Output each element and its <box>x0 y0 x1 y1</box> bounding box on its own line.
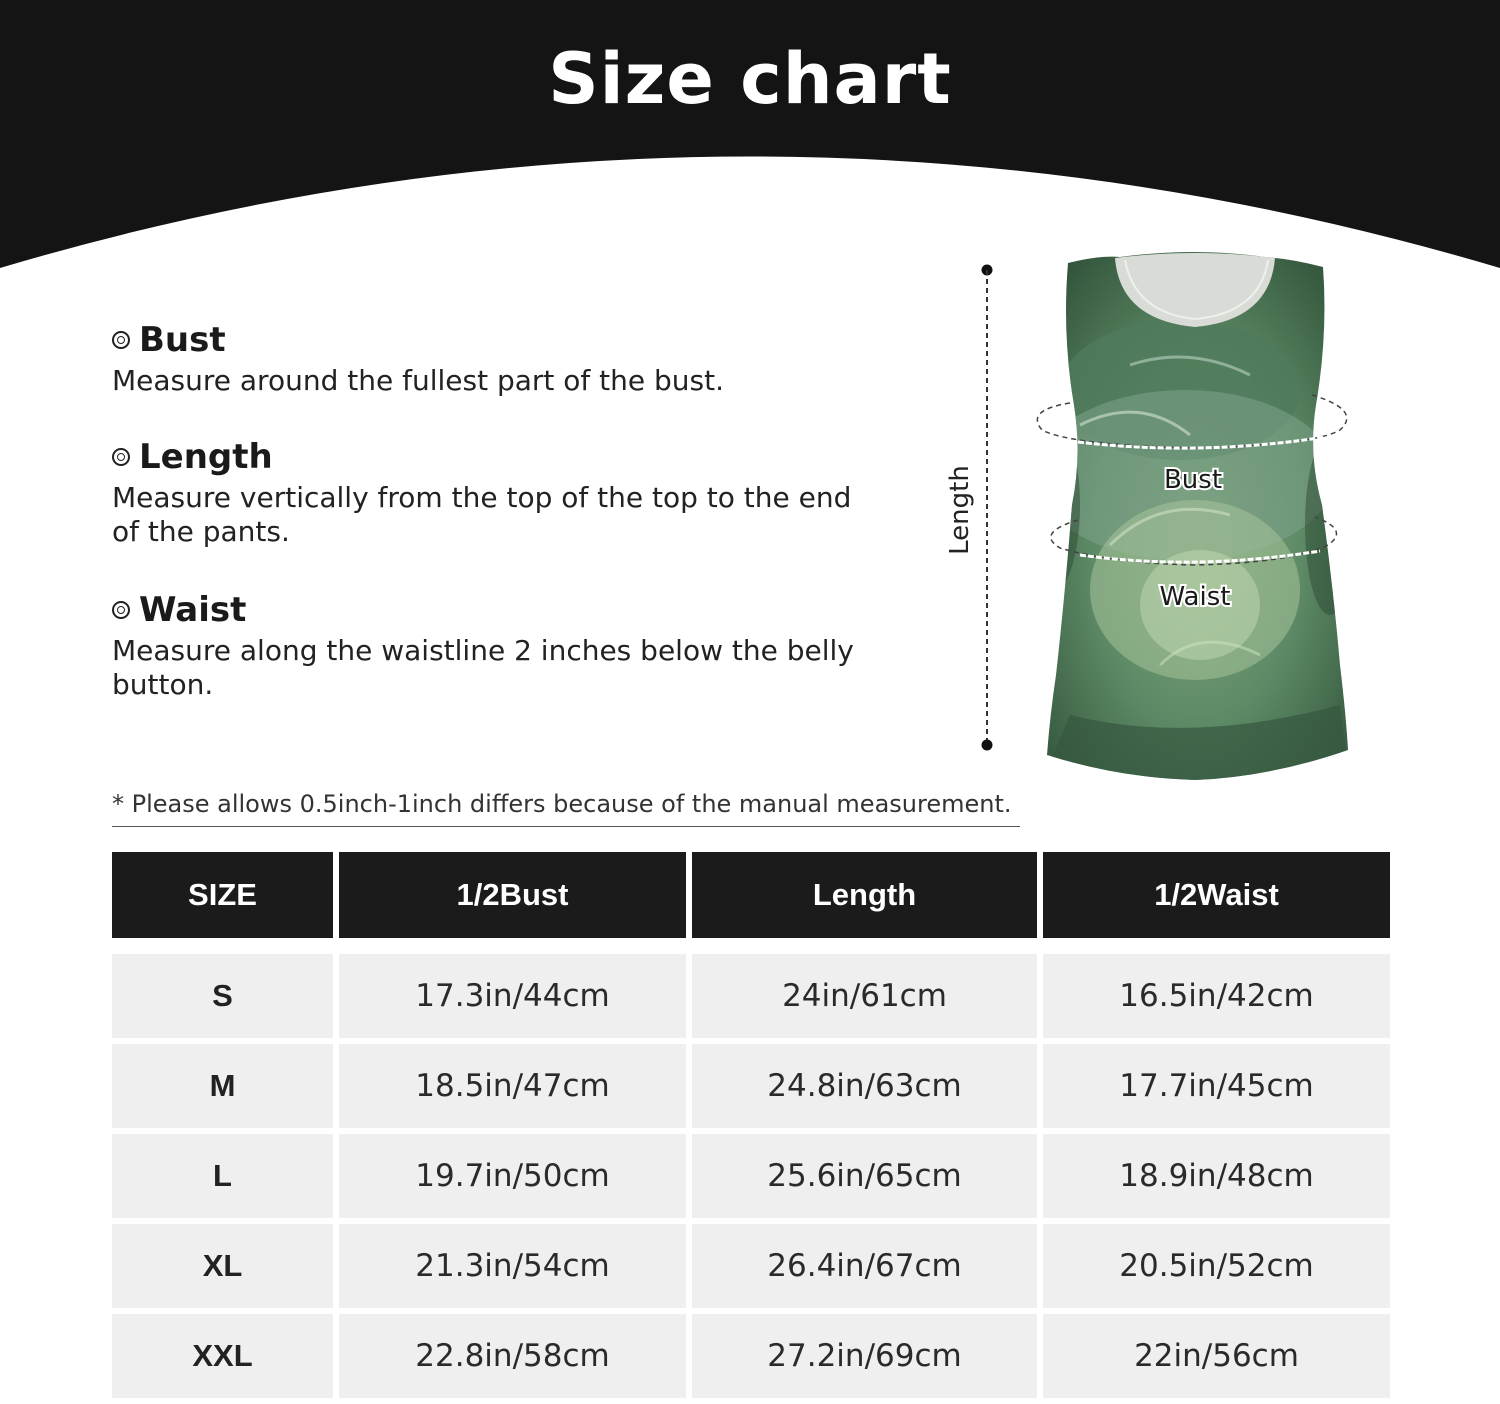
table-cell: 17.7in/45cm <box>1043 1044 1390 1128</box>
table-cell: 21.3in/54cm <box>339 1224 686 1308</box>
waist-diagram-label: Waist <box>1159 582 1231 612</box>
measurement-note: * Please allows 0.5inch-1inch differs because of the manual measurement. <box>112 790 1020 827</box>
circle-bullet-icon <box>112 601 130 619</box>
page-title: Size chart <box>548 38 952 120</box>
table-cell: 22.8in/58cm <box>339 1314 686 1398</box>
garment-diagram <box>930 245 1370 790</box>
table-row <box>112 954 1390 1038</box>
column-header: SIZE <box>112 852 333 938</box>
table-cell: 24.8in/63cm <box>692 1044 1037 1128</box>
circle-bullet-icon <box>112 448 130 466</box>
bust-definition <box>112 320 912 398</box>
table-row <box>112 1224 1390 1308</box>
size-table <box>106 846 1396 1404</box>
table-cell: 18.5in/47cm <box>339 1044 686 1128</box>
bust-diagram-label: Bust <box>1163 465 1223 495</box>
size-cell: XL <box>112 1224 333 1308</box>
waist-definition <box>112 590 912 702</box>
waist-description: Measure along the waistline 2 inches below the belly button. <box>112 634 854 701</box>
length-indicator <box>982 265 993 751</box>
length-description: Measure vertically from the top of the top to the end of the pants. <box>112 481 852 548</box>
table-cell: 18.9in/48cm <box>1043 1134 1390 1218</box>
table-cell: 27.2in/69cm <box>692 1314 1037 1398</box>
table-cell: 26.4in/67cm <box>692 1224 1037 1308</box>
size-cell: S <box>112 954 333 1038</box>
table-cell: 24in/61cm <box>692 954 1037 1038</box>
table-header-row <box>112 852 1390 938</box>
tank-top-icon <box>1020 252 1355 785</box>
column-header: 1/2Bust <box>339 852 686 938</box>
waist-term: Waist <box>139 590 247 630</box>
table-row <box>112 1314 1390 1398</box>
table-row <box>112 1044 1390 1128</box>
size-cell: M <box>112 1044 333 1128</box>
table-cell: 16.5in/42cm <box>1043 954 1390 1038</box>
length-definition <box>112 437 912 549</box>
column-header: Length <box>692 852 1037 938</box>
table-row <box>112 1134 1390 1218</box>
size-cell: L <box>112 1134 333 1218</box>
column-header: 1/2Waist <box>1043 852 1390 938</box>
bust-description: Measure around the fullest part of the bust. <box>112 364 725 397</box>
table-cell: 17.3in/44cm <box>339 954 686 1038</box>
size-cell: XXL <box>112 1314 333 1398</box>
table-cell: 25.6in/65cm <box>692 1134 1037 1218</box>
bust-term: Bust <box>139 320 226 360</box>
table-cell: 19.7in/50cm <box>339 1134 686 1218</box>
table-cell: 22in/56cm <box>1043 1314 1390 1398</box>
table-cell: 20.5in/52cm <box>1043 1224 1390 1308</box>
length-term: Length <box>139 437 273 477</box>
length-diagram-label: Length <box>945 465 975 555</box>
circle-bullet-icon <box>112 331 130 349</box>
